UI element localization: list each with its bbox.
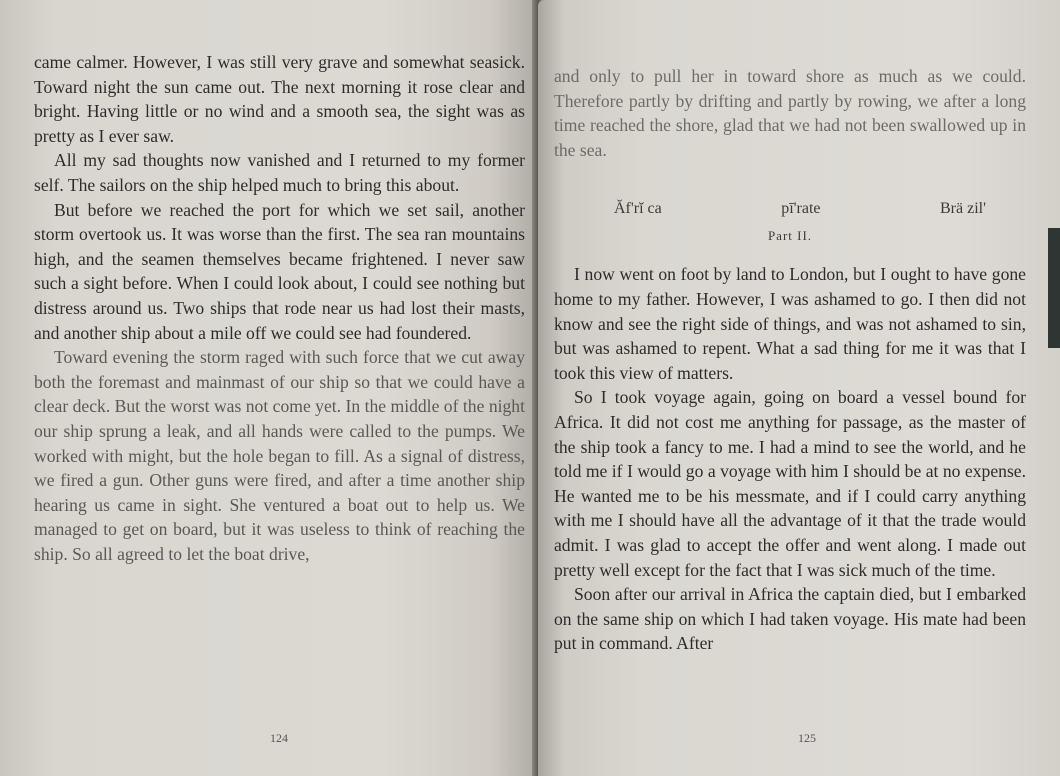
left-paragraph-1: came calmer. However, I was still very grave and somewhat seasick. Toward night the sun came out. The next morning it rose clear and bright. Having little or no wind and a smooth sea, the sight was as pretty as I ever saw. xyxy=(34,52,525,146)
right-paragraph-1: I now went on foot by land to London, but I ought to have gone home to my father. However, I was ashamed to go. I then did not know and see the right side of things, and was not ashamed to sin, but was ashamed to repent. What a sad thing for me it was that I took this view of matters. xyxy=(554,264,1026,383)
bookmark-ribbon xyxy=(1048,228,1060,348)
left-page-number: 124 xyxy=(270,731,288,745)
right-page-number: 125 xyxy=(798,731,816,745)
vocab-word-2: pī'rate xyxy=(781,200,821,218)
right-paragraph-2: So I took voyage again, going on board a vessel bound for Africa. It did not cost me anything for passage, as the master of the ship took a fancy to me. I had a mind to see the world, and he told me if I would go a voyage with him I should be at no expense. He wanted me to be his messmate, and if I could carry anything with me I should have all the advantage of it that the trade would admit. I was glad to accept the offer and went along. I made out pretty well except for the fact that I was sick much of the time. xyxy=(554,387,1026,580)
left-paragraph-2: All my sad thoughts now vanished and I returned to my former self. The sailors on the ship helped much to bring this about. xyxy=(34,150,525,195)
right-paragraph-3: Soon after our arrival in Africa the captain died, but I embarked on the same ship on which I had taken voyage. His mate had been put in command. After xyxy=(554,584,1026,654)
part-heading: Part II. xyxy=(767,228,813,244)
right-intro-paragraph: and only to pull her in toward shore as much as we could. Therefore partly by drifting and partly by rowing, we after a long time reached the shore, glad that we had not been swallowed up in the sea. xyxy=(554,66,1026,160)
left-paragraph-3: But before we reached the port for which we set sail, another storm overtook us. It was worse than the first. The sea ran mountains high, and the seamen themselves became frightened. I never saw such a sight before. When I could look about, I could see nothing but distress around us. Two ships that rode near us had lost their masts, and another ship about a mile off we could see had foundered. xyxy=(34,199,525,343)
right-page xyxy=(538,0,1060,776)
vocab-word-1: Ăf'rĭ ca xyxy=(614,200,662,218)
vocab-word-3: Brä zil' xyxy=(940,200,986,218)
left-paragraph-4: Toward evening the storm raged with such force that we cut away both the foremast and mainmast of our ship so that we could have a clear deck. But the worst was not come yet. In the middle of the night our ship sprung a leak, and all hands were called to the pumps. We worked with might, but the hole began to fill. As a signal of distress, we fired a gun. Other guns were fired, and after a time another ship hearing us came in sight. She ventured a boat out to help us. We managed to get on board, but it was useless to think of reaching the ship. So all agreed to let the boat drive, xyxy=(34,347,525,564)
vocabulary-list xyxy=(614,200,986,218)
